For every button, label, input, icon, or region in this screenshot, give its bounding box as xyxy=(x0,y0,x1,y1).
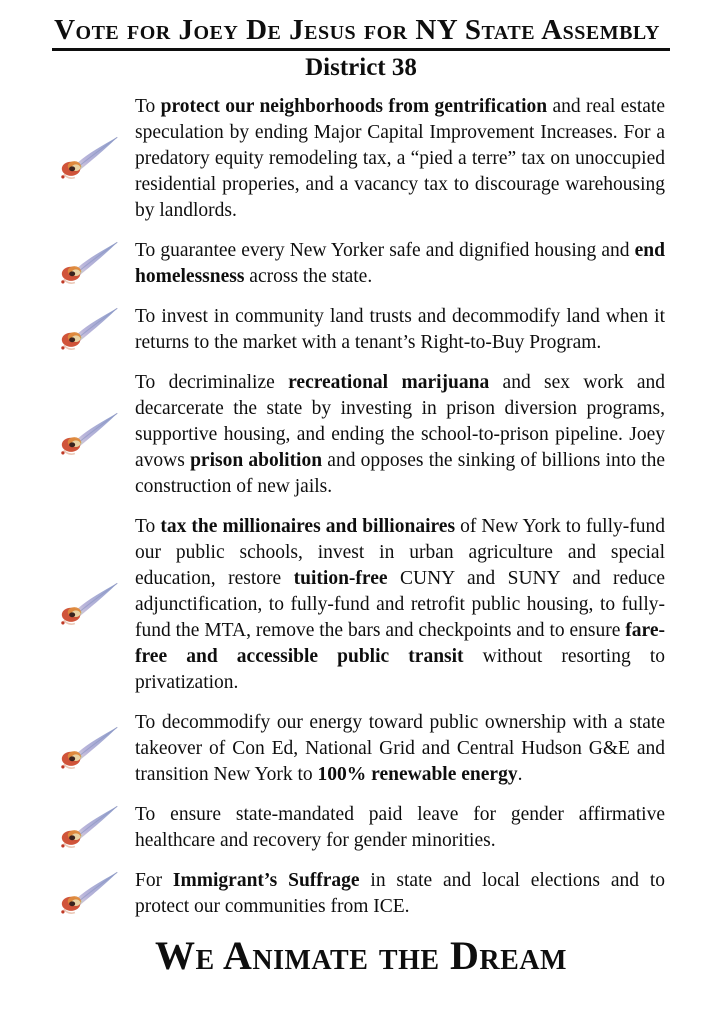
list-item xyxy=(55,304,665,356)
list-item xyxy=(55,710,665,788)
comet-icon xyxy=(55,239,123,289)
footer-slogan: We Animate the Dream xyxy=(155,932,567,978)
bullet-text: To guarantee every New Yorker safe and dignified housing and end homelessness across the state. xyxy=(135,239,665,287)
comet-icon xyxy=(55,580,123,630)
comet-icon xyxy=(55,724,123,774)
page-title-text: Vote for Joey De Jesus for NY State Assembly xyxy=(52,14,670,51)
comet-icon xyxy=(55,803,123,853)
flyer-header xyxy=(0,14,722,82)
comet-icon xyxy=(55,305,123,355)
bullet-text: To ensure state-mandated paid leave for gender affirmative healthcare and recovery for gender minorities. xyxy=(135,803,665,851)
list-item xyxy=(55,802,665,854)
bullet-text: To protect our neighborhoods from gentrification and real estate speculation by ending Major Capital Improvement Increases. For a predatory equity remodeling tax, a “pied a terre” tax on unoccupied residential properies, and a vacancy tax to discourage warehousing by landlords. xyxy=(135,95,665,221)
flyer-footer xyxy=(0,934,722,978)
bullet-text: To decommodify our energy toward public ownership with a state takeover of Con Ed, National Grid and Central Hudson G&E and transition New York to 100% renewable energy. xyxy=(135,711,665,785)
platform-bullet-list xyxy=(55,94,665,920)
list-item xyxy=(55,94,665,224)
comet-icon xyxy=(55,869,123,919)
bullet-text: To decriminalize recreational marijuana and sex work and decarcerate the state by investing in prison diversion programs, supportive housing, and ending the school-to-prison pipeline. Joey avows prison abolition and opposes the sinking of billions into the construction of new jails. xyxy=(135,371,665,497)
bullet-text: To tax the millionaires and billionaires of New York to fully-fund our public schools, invest in urban agriculture and special education, restore tuition-free CUNY and SUNY and reduce adjunctification, to fully-fund and retrofit public housing, to fully-fund the MTA, remove the bars and checkpoints and to ensure fare-free and accessible public transit without resorting to privatization. xyxy=(135,515,665,693)
bullet-text: For Immigrant’s Suffrage in state and local elections and to protect our communities from ICE. xyxy=(135,869,665,917)
page-title xyxy=(0,14,722,51)
page-subtitle: District 38 xyxy=(305,54,417,82)
comet-icon xyxy=(55,134,123,184)
list-item xyxy=(55,238,665,290)
list-item xyxy=(55,514,665,696)
list-item xyxy=(55,868,665,920)
comet-icon xyxy=(55,410,123,460)
list-item xyxy=(55,370,665,500)
bullet-text: To invest in community land trusts and decommodify land when it returns to the market with a tenant’s Right-to-Buy Program. xyxy=(135,305,665,353)
